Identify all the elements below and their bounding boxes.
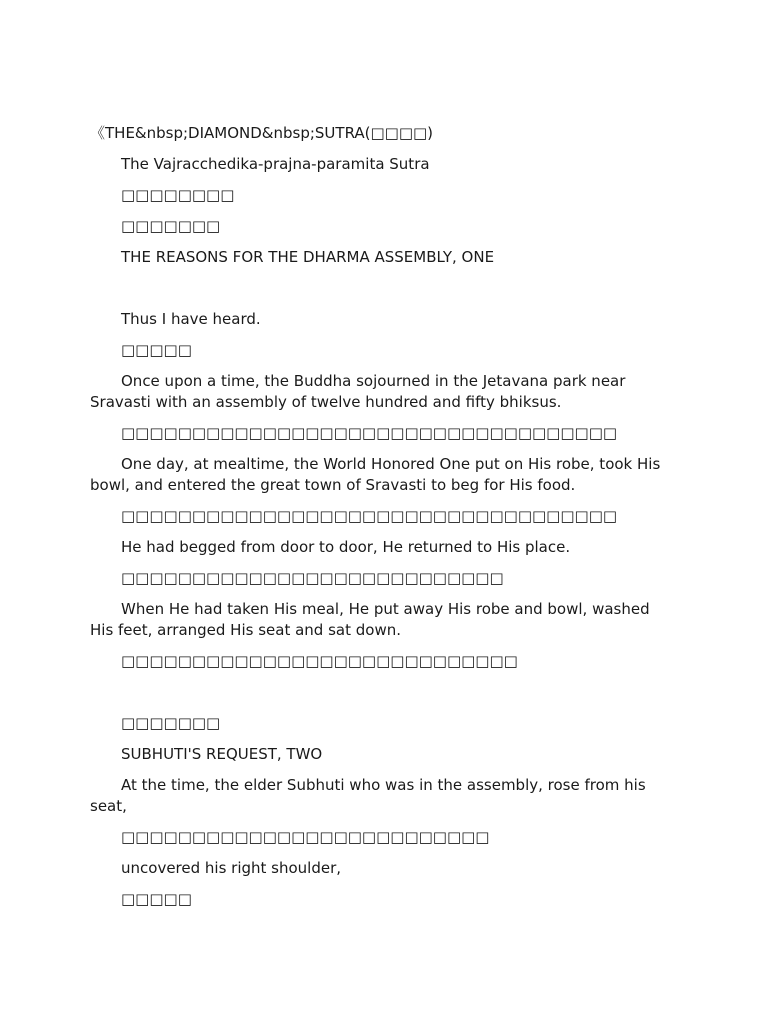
paragraph: Thus I have heard.	[121, 310, 261, 328]
document-body	[90, 123, 672, 910]
paragraph: uncovered his right shoulder,	[121, 859, 342, 877]
chinese-paragraph: □□□□□	[121, 341, 192, 359]
chinese-paragraph: □□□□□□□□□□□□□□□□□□□□□□□□□□□	[121, 569, 504, 587]
paragraph: When He had taken His meal, He put away His robe and bowl, washed His feet, arranged His seat and sat down.	[90, 600, 650, 639]
chinese-paragraph: □□□□□	[121, 890, 192, 908]
paragraph: He had begged from door to door, He returned to His place.	[121, 538, 571, 556]
chinese-paragraph: □□□□□□□□□□□□□□□□□□□□□□□□□□□□□□□□□□□	[121, 507, 618, 525]
section-heading-two: SUBHUTI'S REQUEST, TWO	[121, 745, 323, 763]
chinese-title-line: □□□□□□□□	[121, 186, 235, 204]
chinese-paragraph: □□□□□□□□□□□□□□□□□□□□□□□□□□□□	[121, 652, 518, 670]
paragraph: At the time, the elder Subhuti who was in the assembly, rose from his seat,	[90, 776, 646, 815]
paragraph: Once upon a time, the Buddha sojourned in the Jetavana park near Sravasti with an assembly of twelve hundred and fifty bhiksus.	[90, 372, 626, 411]
chinese-paragraph: □□□□□□□□□□□□□□□□□□□□□□□□□□□□□□□□□□□	[121, 424, 618, 442]
chinese-section-heading: □□□□□□□	[121, 714, 221, 732]
section-heading-one: THE REASONS FOR THE DHARMA ASSEMBLY, ONE	[121, 248, 495, 266]
document-title: 《THE&nbsp;DIAMOND&nbsp;SUTRA(□□□□)	[90, 124, 434, 142]
sutra-subtitle: The Vajracchedika-prajna-paramita Sutra	[121, 155, 430, 173]
chinese-section-heading: □□□□□□□	[121, 217, 221, 235]
chinese-paragraph: □□□□□□□□□□□□□□□□□□□□□□□□□□	[121, 828, 490, 846]
paragraph: One day, at mealtime, the World Honored One put on His robe, took His bowl, and entered the great town of Sravasti to beg for His food.	[90, 455, 661, 494]
